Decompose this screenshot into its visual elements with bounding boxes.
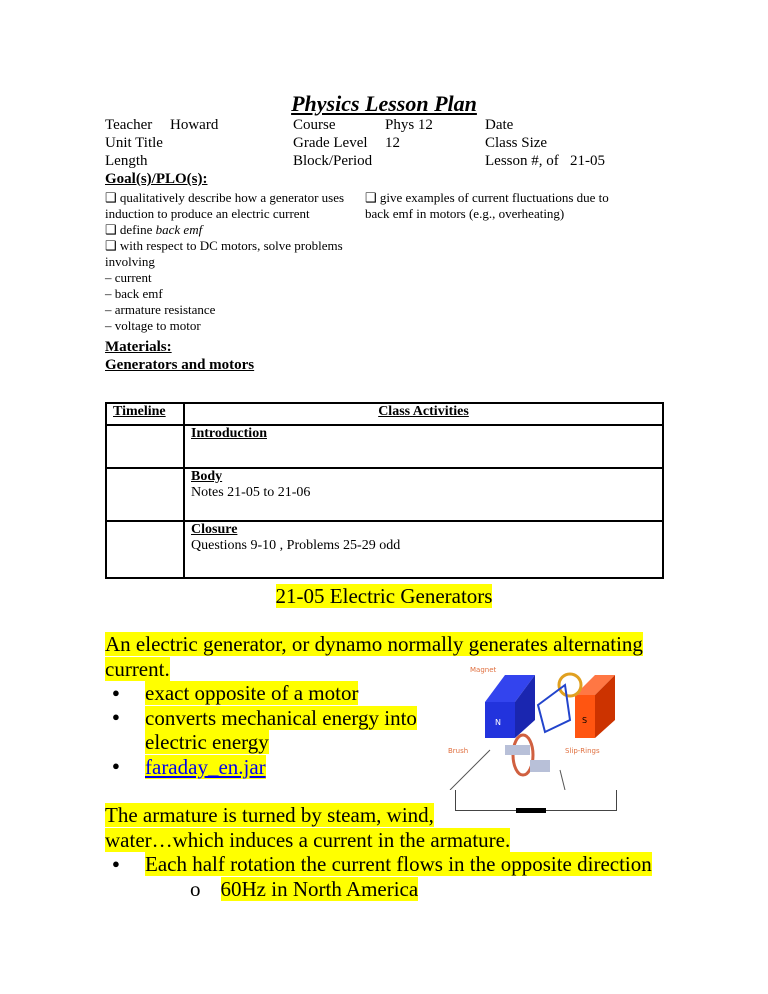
svg-text:Magnet: Magnet	[470, 666, 497, 674]
list-item: electric energy	[145, 730, 269, 754]
activity-cell: Introduction	[184, 425, 663, 468]
goals-right	[365, 190, 609, 222]
timeline-cell	[106, 521, 184, 578]
lesson-label: Lesson #, of	[485, 153, 559, 169]
course-label: Course	[293, 117, 336, 133]
goal-line: back emf in motors (e.g., overheating)	[365, 206, 565, 221]
list-item	[112, 755, 417, 780]
generator-diagram	[430, 660, 650, 790]
timeline-header: Timeline	[106, 403, 184, 425]
activity-cell: Body Notes 21-05 to 21-06	[184, 468, 663, 521]
page-title: Physics Lesson Plan	[291, 91, 477, 116]
goal-line: – voltage to motor	[105, 318, 201, 333]
goal-line: ❑ define back emf	[105, 222, 203, 237]
bullet-list-2	[112, 852, 652, 901]
goal-line: ❑ give examples of current fluctuations due to	[365, 190, 609, 205]
list-item: converts mechanical energy into	[145, 705, 417, 730]
faraday-link[interactable]: faraday_en.jar	[145, 754, 266, 779]
svg-text:N: N	[495, 718, 501, 727]
grade-value: 12	[385, 135, 400, 151]
teacher-label: Teacher	[105, 117, 153, 133]
activity-cell: Closure Questions 9-10 , Problems 25-29 odd	[184, 521, 663, 578]
goals-heading: Goal(s)/PLO(s):	[105, 171, 208, 187]
svg-text:Brush: Brush	[448, 747, 469, 755]
goal-line: – back emf	[105, 286, 163, 301]
list-item: Each half rotation the current flows in the opposite direction	[145, 852, 652, 876]
activities-table	[105, 402, 664, 579]
timeline-cell	[106, 468, 184, 521]
goal-line: ❑ with respect to DC motors, solve problems	[105, 238, 343, 253]
list-item: ● exact opposite of a motor	[112, 681, 359, 705]
notes-p2: The armature is turned by steam, wind, water…which induces a current in the armature.	[105, 803, 511, 852]
goal-line: – current	[105, 270, 152, 285]
bullet-icon: ●	[112, 856, 120, 871]
bullet-icon: ●	[112, 709, 120, 724]
materials-item: Generators and motors	[105, 357, 255, 373]
grade-label: Grade Level	[293, 135, 368, 151]
notes-p1: An electric generator, or dynamo normally generates alternating current.	[105, 632, 643, 681]
goal-line: induction to produce an electric current	[105, 206, 310, 221]
notes-heading: 21-05 Electric Generators	[275, 584, 493, 608]
goal-line: – armature resistance	[105, 302, 216, 317]
teacher-value: Howard	[170, 117, 219, 133]
notes-heading-wrap	[0, 584, 768, 609]
goals-left	[105, 190, 344, 334]
date-label: Date	[485, 117, 514, 133]
unit-title-label: Unit Title	[105, 135, 163, 151]
materials-heading: Materials:	[105, 339, 172, 355]
bullet-list	[112, 681, 417, 779]
goal-line: involving	[105, 254, 155, 269]
length-label: Length	[105, 153, 148, 169]
table-row	[106, 425, 663, 468]
table-row	[106, 468, 663, 521]
bullet-icon: ●	[112, 758, 120, 773]
list-item: o 60Hz in North America	[190, 876, 419, 901]
table-row	[106, 521, 663, 578]
goal-line: ❑ qualitatively describe how a generator uses	[105, 190, 345, 205]
timeline-cell	[106, 425, 184, 468]
svg-text:S: S	[582, 716, 588, 725]
svg-text:Slip-Rings: Slip-Rings	[565, 747, 600, 755]
block-label: Block/Period	[293, 153, 373, 169]
activities-header: Class Activities	[184, 403, 663, 425]
course-value: Phys 12	[385, 117, 433, 133]
lesson-value: 21-05	[570, 153, 605, 169]
sub-bullet-icon: o	[190, 876, 201, 901]
class-size-label: Class Size	[485, 135, 548, 151]
